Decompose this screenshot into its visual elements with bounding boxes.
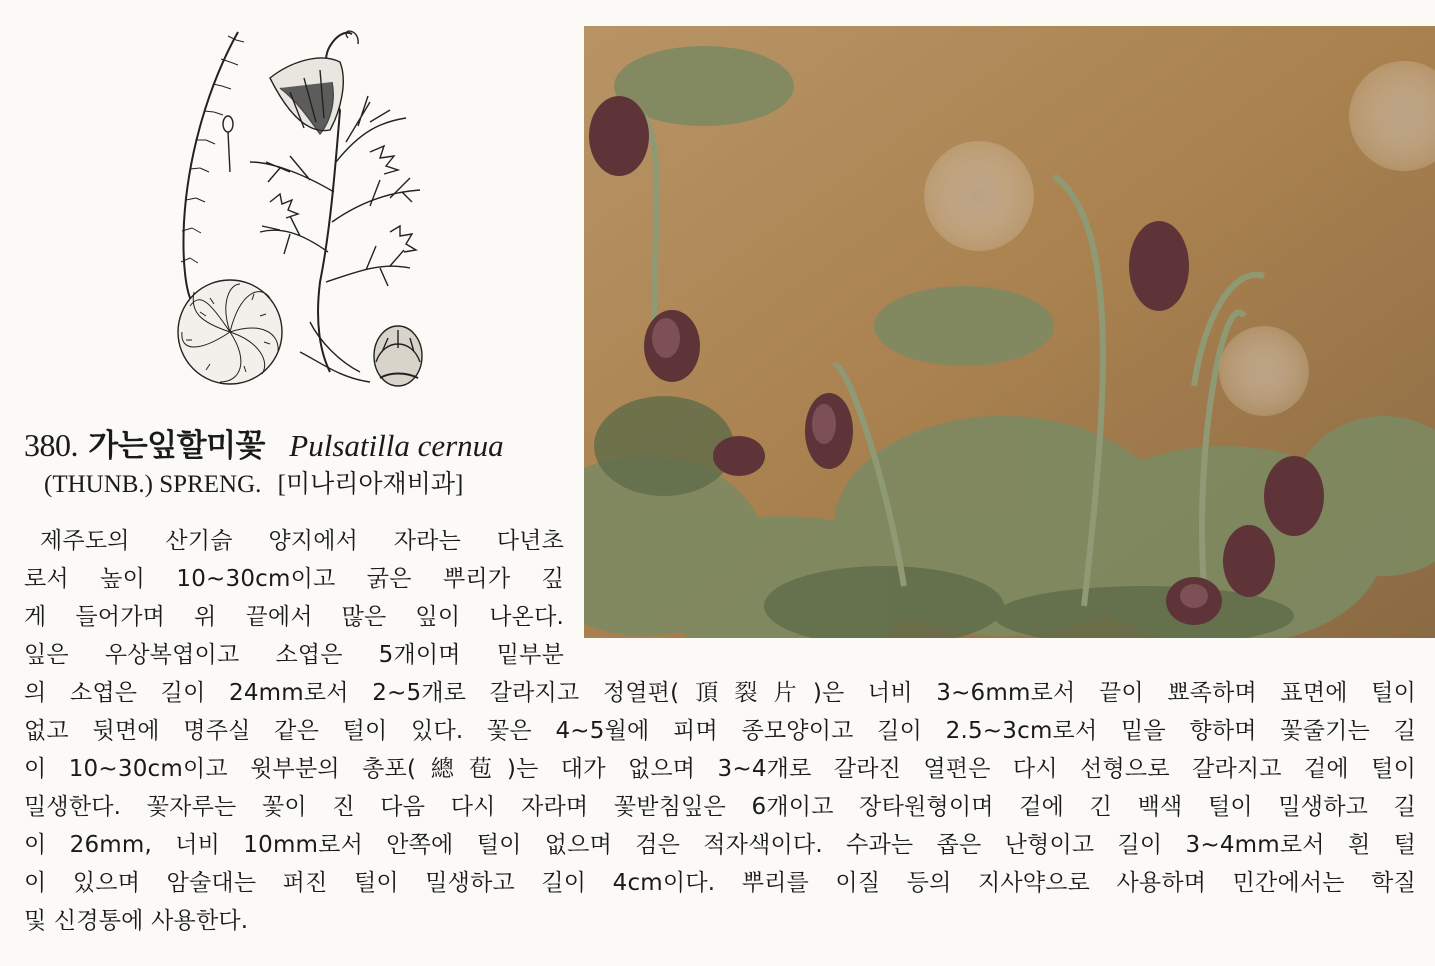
entry-number: 380. — [24, 427, 78, 463]
description-line: 제주도의 산기슭 양지에서 자라는 다년초 — [40, 528, 564, 554]
description-line: 및 신경통에 사용한다. — [24, 908, 249, 934]
entry-heading — [24, 420, 569, 465]
description-line: 없고 뒷면에 명주실 같은 털이 있다. 꽃은 4~5월에 피며 종모양이고 길이 2.5~3cm로서 밑을 향하며 꽃줄기는 길 — [24, 718, 1416, 744]
description-line: 잎은 우상복엽이고 소엽은 5개이며 밑부분 — [24, 642, 564, 668]
botanical-illustration — [170, 22, 440, 388]
description-line: 이 26mm, 너비 10mm로서 안쪽에 털이 없으며 검은 적자색이다. 수과는 좁은 난형이고 길이 3~4mm로서 흰 털 — [24, 832, 1416, 858]
plant-photograph — [584, 26, 1435, 638]
description-line: 이 10~30cm이고 윗부분의 총포(總苞)는 대가 없으며 3~4개로 갈라진 열편은 다시 선형으로 갈라지고 겉에 털이 — [24, 756, 1416, 782]
description-line: 밀생한다. 꽃자루는 꽃이 진 다음 다시 자라며 꽃받침잎은 6개이고 장타원형이며 겉에 긴 백색 털이 밀생하고 길 — [24, 794, 1416, 820]
description-line: 게 들어가며 위 끝에서 많은 잎이 나온다. — [24, 604, 564, 630]
description-line: 로서 높이 10~30cm이고 굵은 뿌리가 깊 — [24, 566, 564, 592]
description-line: 의 소엽은 길이 24mm로서 2~5개로 갈라지고 정열편(頂裂片)은 너비 3~6mm로서 끝이 뾰족하며 표면에 털이 — [24, 680, 1416, 706]
authority-line — [44, 464, 564, 500]
description-line: 이 있으며 암술대는 퍼진 털이 밀생하고 길이 4cm이다. 뿌리를 이질 등의 지사약으로 사용하며 민간에서는 학질 — [24, 870, 1416, 896]
korean-name: 가는잎할미꽃 — [88, 428, 265, 464]
scientific-name: Pulsatilla cernua — [289, 428, 504, 463]
author-citation: (THUNB.) SPRENG. — [44, 471, 262, 498]
family-name: [미나리아재비과] — [277, 471, 464, 498]
